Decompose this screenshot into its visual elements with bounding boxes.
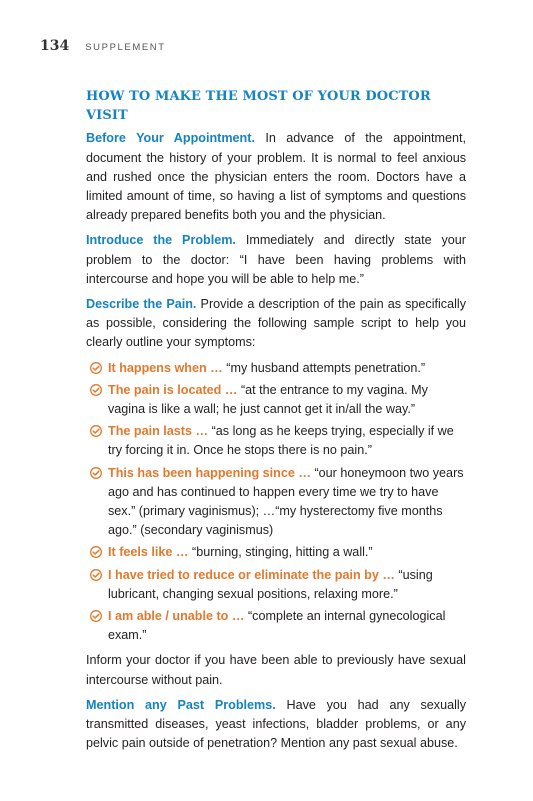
check-circle-icon	[90, 362, 102, 374]
item-text: “my husband attempts penetration.”	[222, 360, 426, 375]
list-item	[86, 607, 466, 645]
check-circle-icon	[90, 467, 102, 479]
paragraph-lead: Before Your Appointment.	[86, 131, 255, 146]
paragraph-lead: Introduce the Problem.	[86, 233, 236, 248]
list-item	[86, 543, 466, 562]
paragraph-lead: Describe the Pain.	[86, 297, 197, 312]
check-circle-icon	[90, 384, 102, 396]
check-circle-icon	[90, 569, 102, 581]
paragraph-describe-pain	[86, 295, 466, 353]
main-content	[86, 87, 466, 760]
paragraph-text: Inform your doctor if you have been able to previously have sexual intercourse without pain.	[86, 653, 466, 687]
item-lead: The pain is located …	[108, 382, 238, 397]
paragraph-before-appointment	[86, 129, 466, 225]
item-lead: I have tried to reduce or eliminate the pain by …	[108, 567, 395, 582]
item-lead: It feels like …	[108, 545, 189, 560]
running-head: SUPPLEMENT	[85, 42, 166, 53]
list-item	[86, 359, 466, 378]
list-item	[86, 464, 466, 541]
list-item	[86, 566, 466, 604]
item-text: “burning, stinging, hitting a wall.”	[188, 545, 373, 560]
paragraph-text: Provide a description of the pain as specifically as possible, considering the following sample script to help you clearly outline your symptoms:	[86, 297, 466, 350]
paragraph-introduce-problem	[86, 231, 466, 289]
item-lead: I am able / unable to …	[108, 609, 245, 624]
check-circle-icon	[90, 610, 102, 622]
item-text: “complete an internal gynecological exam.”	[108, 609, 446, 643]
page-number: 134	[40, 38, 70, 54]
item-text: “using lubricant, changing sexual positions, relaxing more.”	[108, 567, 433, 601]
section-title: HOW TO MAKE THE MOST OF YOUR DOCTOR VISIT	[86, 89, 431, 124]
sample-script-list	[86, 359, 466, 646]
list-item	[86, 422, 466, 460]
list-item	[86, 381, 466, 419]
item-text: “as long as he keeps trying, especially if we try forcing it in. Once he stops there is no pain.”	[108, 424, 454, 458]
paragraph-inform-doctor	[86, 651, 466, 689]
paragraph-text: Have you had any sexually transmitted diseases, yeast infections, bladder problems, or any pelvic pain outside of penetration? Mention any past sexual abuse.	[86, 697, 466, 751]
page-header	[40, 38, 166, 54]
item-lead: This has been happening since …	[108, 465, 311, 480]
paragraph-past-problems	[86, 696, 466, 754]
item-lead: It happens when …	[108, 360, 223, 375]
check-circle-icon	[90, 546, 102, 558]
item-text: “at the entrance to my vagina. My vagina is like a wall; he just cannot get it in/all the way.”	[108, 382, 428, 417]
paragraph-text: Immediately and directly state your problem to the doctor: “I have been having problems with intercourse and hope you will be able to help me.”	[86, 233, 466, 286]
paragraph-text: In advance of the appointment, document the history of your problem. It is normal to feel anxious and rushed once the physician enters the room. Doctors have a limited amount of time, so having a list of symptoms and questions already prepared benefits both you and the physician.	[86, 131, 467, 223]
item-lead: The pain lasts …	[108, 424, 209, 439]
paragraph-lead: Mention any Past Problems.	[86, 697, 276, 712]
check-circle-icon	[90, 425, 102, 437]
item-text: “our honeymoon two years ago and has continued to happen every time we try to have sex.” (primary vaginismus); …“my hysterectomy five months ago.” (secondary vaginismus)	[108, 465, 464, 538]
